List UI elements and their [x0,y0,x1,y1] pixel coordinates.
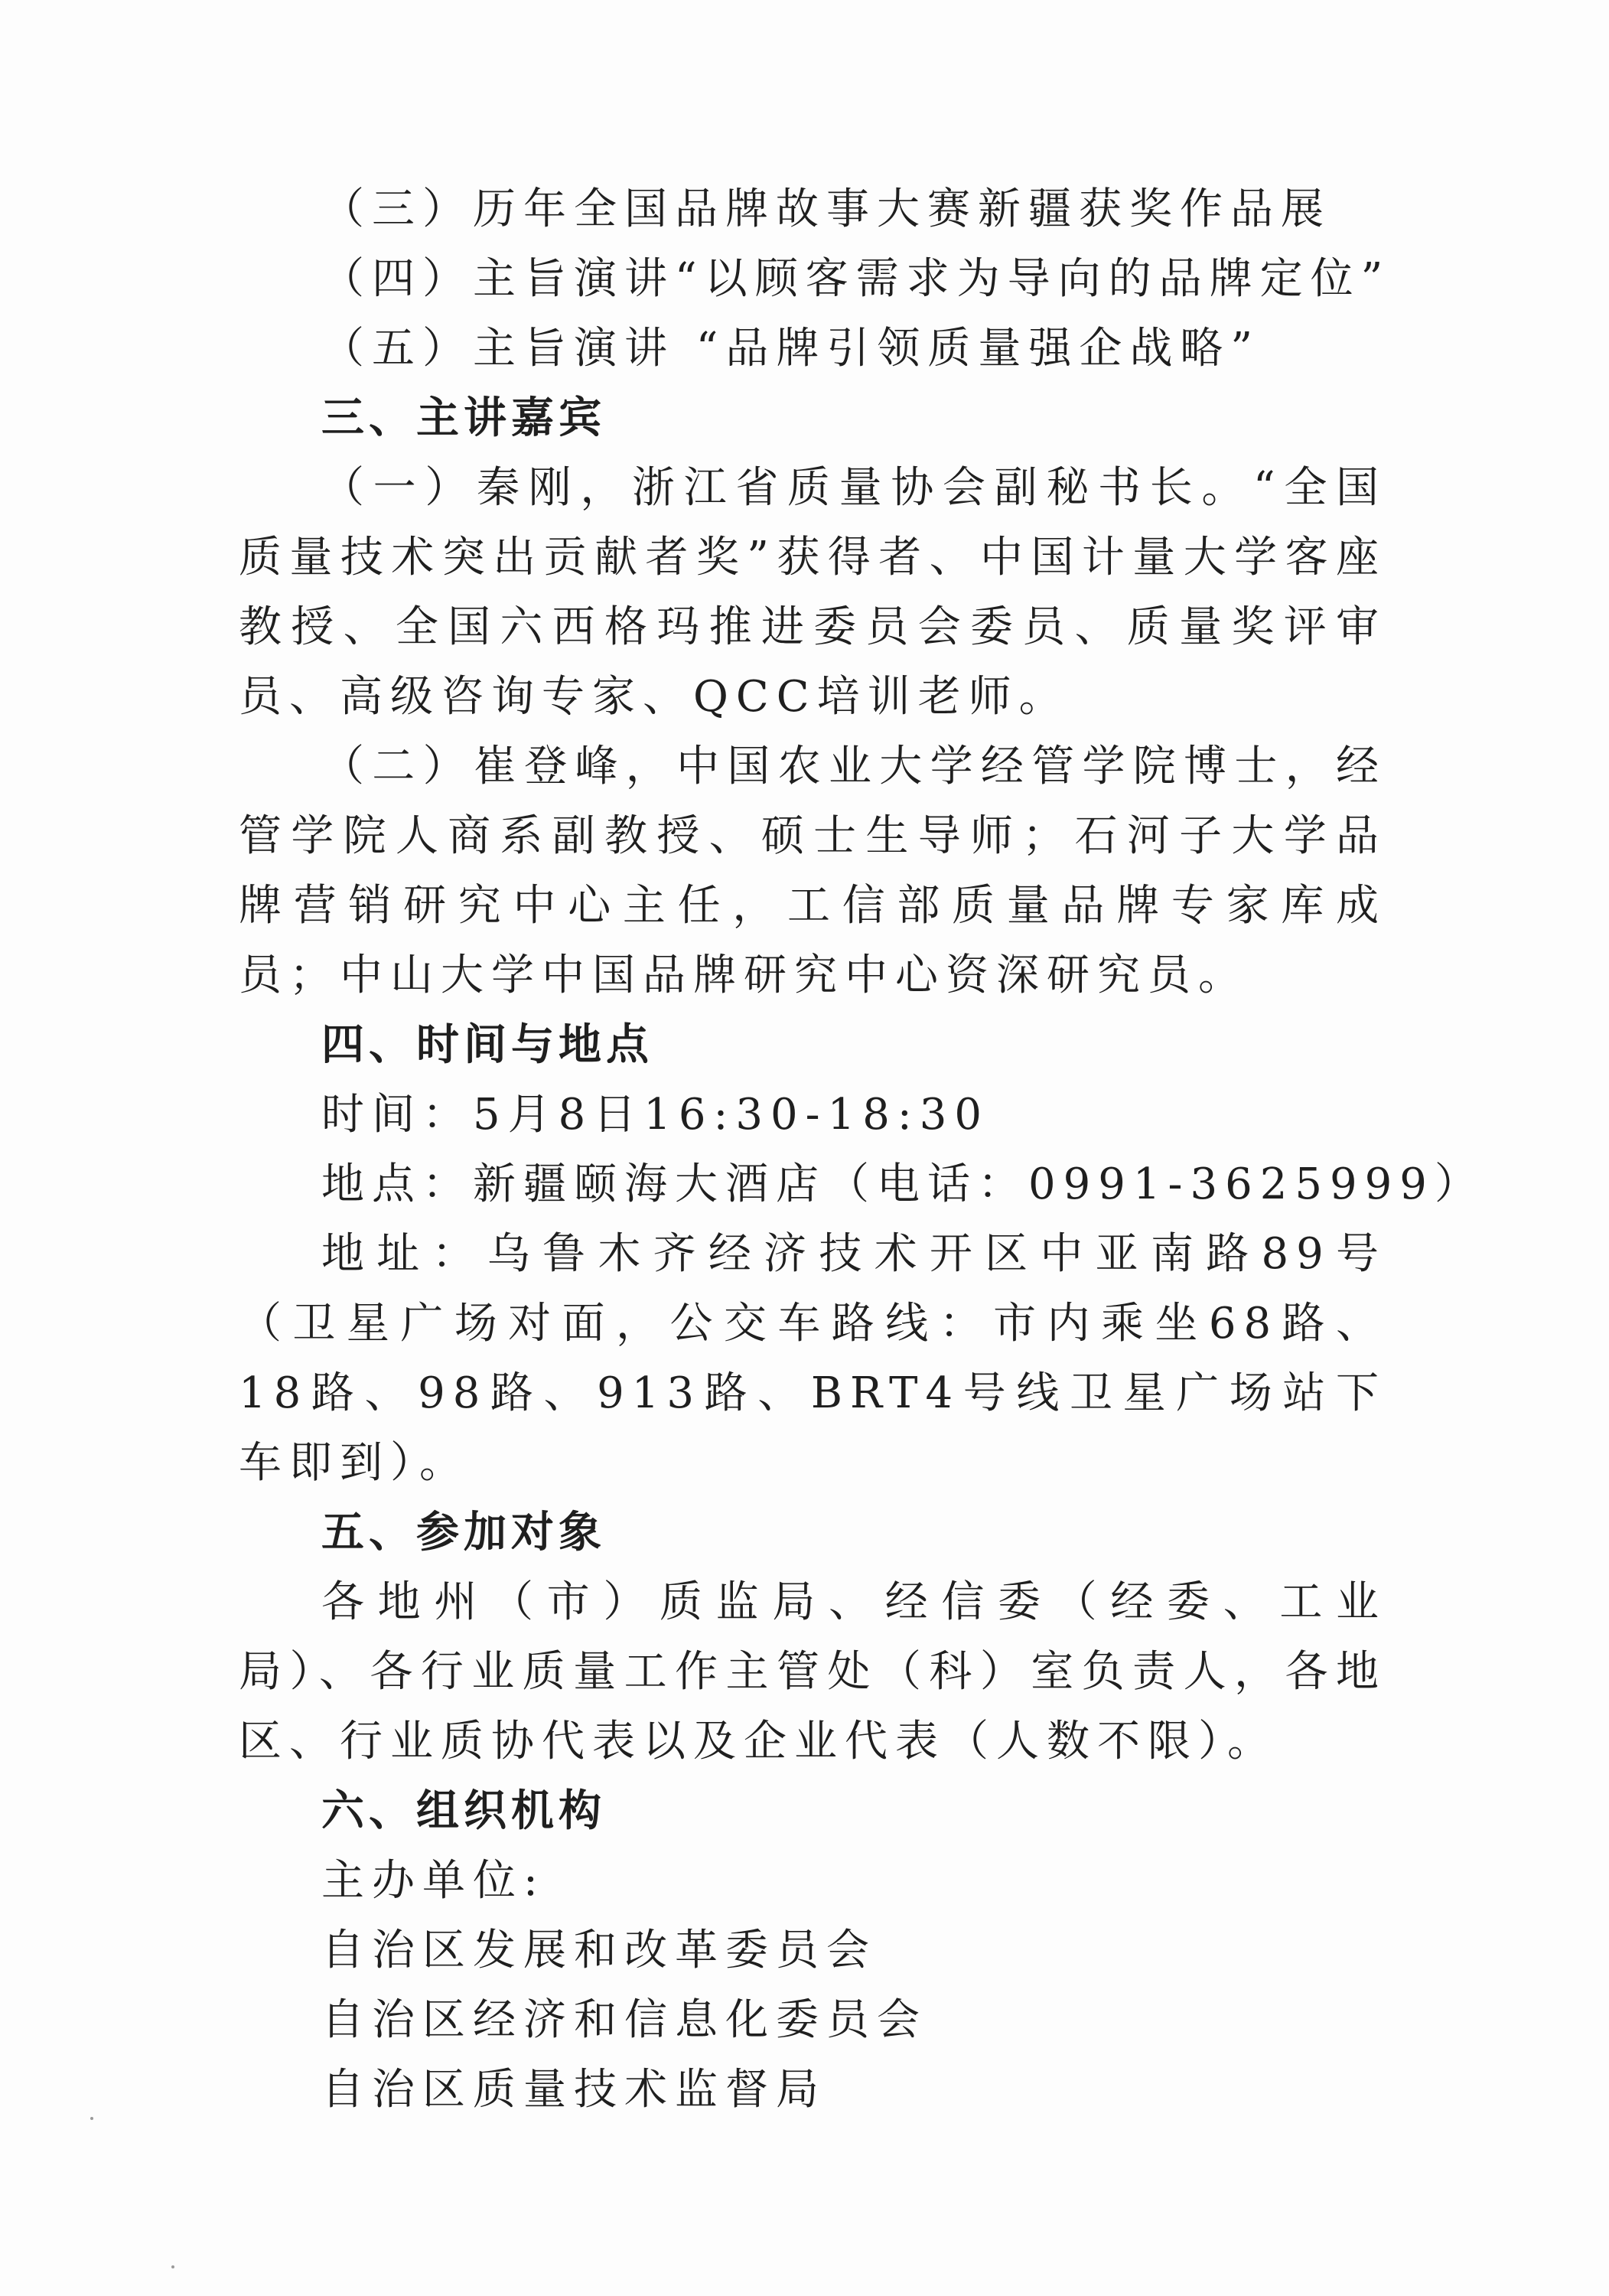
event-venue: 地点：新疆颐海大酒店（电话：0991-3625999） [321,1159,1485,1209]
agenda-item-5: （五）主旨演讲 “品牌引领质量强企战略” [321,324,1261,373]
agenda-item-4: （四）主旨演讲“以顾客需求为导向的品牌定位” [321,254,1391,304]
event-time: 时间：5月8日16:30-18:30 [321,1090,989,1140]
scan-speck [90,2117,93,2120]
agenda-item-3: （三）历年全国品牌故事大赛新疆获奖作品展 [321,184,1331,234]
organizer-2: 自治区经济和信息化委员会 [321,1995,927,2045]
section-6-heading: 六、组织机构 [321,1786,606,1836]
organizer-label: 主办单位: [321,1856,546,1906]
section-3-heading: 三、主讲嘉宾 [321,393,606,443]
scan-speck [171,2265,174,2268]
organizer-3: 自治区质量技术监督局 [321,2065,826,2115]
section-4-heading: 四、时间与地点 [321,1020,653,1070]
document-body [239,174,1485,2125]
speaker-2-paragraph: （二）崔登峰，中国农业大学经管学院博士，经管学院人商系副教授、硕士生导师；石河子大学品牌营销研究中心主任，工信部质量品牌专家库成员；中山大学中国品牌研究中心资深研究员。 [239,742,1386,1000]
organizer-1: 自治区发展和改革委员会 [321,1926,877,1975]
section-5-heading: 五、参加对象 [321,1508,606,1557]
event-address: 地址：乌鲁木齐经济技术开区中亚南路89号（卫星广场对面，公交车路线：市内乘坐68路、18路、98路、913路、BRT4号线卫星广场站下车即到）。 [239,1229,1386,1488]
speaker-1-paragraph: （一）秦刚，浙江省质量协会副秘书长。“全国质量技术突出贡献者奖”获得者、中国计量大学客座教授、全国六西格玛推进委员会委员、质量奖评审员、高级咨询专家、QCC培训老师。 [239,463,1386,722]
participants-paragraph: 各地州（市）质监局、经信委（经委、工业局）、各行业质量工作主管处（科）室负责人，各地区、行业质协代表以及企业代表（人数不限）。 [239,1577,1386,1766]
